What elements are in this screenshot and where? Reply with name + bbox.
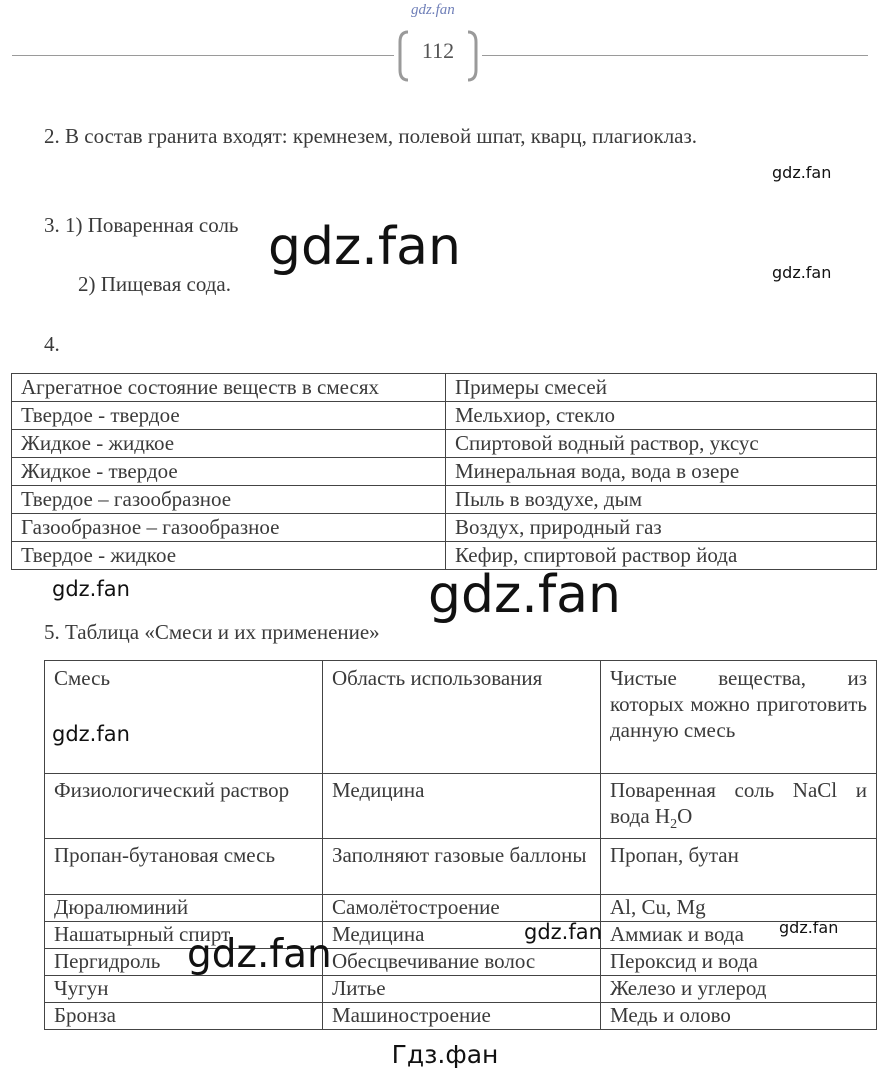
task-5-title: 5. Таблица «Смеси и их применение» — [44, 620, 380, 644]
table-cell: Медицина — [323, 774, 601, 839]
table-row — [12, 458, 877, 486]
watermark-large: gdz.fan — [428, 565, 621, 625]
table-cell: Газообразное – газообразное — [12, 514, 446, 542]
table-row — [45, 1003, 877, 1030]
table-cell: Твердое – газообразное — [12, 486, 446, 514]
table-cell: Пыль в воздухе, дым — [446, 486, 877, 514]
table-row — [12, 430, 877, 458]
task-3-line-2: 2) Пищевая сода. — [78, 272, 231, 296]
table-cell: Дюралюминий — [45, 895, 323, 922]
table-cell: Медицина — [323, 922, 601, 949]
table-cell: Аммиак и вода — [601, 922, 877, 949]
table-cell — [601, 774, 877, 839]
watermark: gdz.fan — [772, 163, 832, 182]
table-header-cell: Смесь — [45, 661, 323, 774]
table-cell: Минеральная вода, вода в озере — [446, 458, 877, 486]
watermark: gdz.fan — [52, 722, 130, 746]
watermark: gdz.fan — [772, 263, 832, 282]
mixtures-application-table — [44, 660, 877, 1030]
table-cell: Пергидроль — [45, 949, 323, 976]
table-header-cell: Область использования — [323, 661, 601, 774]
table-cell: Обесцвечивание волос — [323, 949, 601, 976]
table-cell: Мельхиор, стекло — [446, 402, 877, 430]
table-row — [45, 922, 877, 949]
watermark-large: gdz.fan — [187, 932, 332, 977]
table-cell: Заполняют газовые баллоны — [323, 839, 601, 895]
watermark: gdz.fan — [52, 577, 130, 601]
table-header-cell: Примеры смесей — [446, 374, 877, 402]
table-cell: Литье — [323, 976, 601, 1003]
table-cell: Воздух, природный газ — [446, 514, 877, 542]
table-row — [45, 976, 877, 1003]
table-cell: Чугун — [45, 976, 323, 1003]
header-rule-left — [12, 55, 394, 56]
mixtures-state-table — [11, 373, 877, 570]
table-row — [45, 949, 877, 976]
table-header-cell: Чистые вещества, из которых можно приготовить данную смесь — [601, 661, 877, 774]
page-number: 112 — [421, 38, 455, 63]
top-watermark: gdz.fan — [411, 2, 455, 18]
task-4-label: 4. — [44, 332, 60, 356]
table-row — [12, 402, 877, 430]
table-cell: Жидкое - жидкое — [12, 430, 446, 458]
table-cell: Al, Cu, Mg — [601, 895, 877, 922]
table-header-cell: Агрегатное состояние веществ в смесях — [12, 374, 446, 402]
footer-watermark: Гдз.фан — [391, 1040, 499, 1069]
table-cell: Кефир, спиртовой раствор йода — [446, 542, 877, 570]
table-cell: Машиностроение — [323, 1003, 601, 1030]
table-row — [12, 514, 877, 542]
table-cell: Пропан-бутановая смесь — [45, 839, 323, 895]
table-cell: Самолётостроение — [323, 895, 601, 922]
watermark-large: gdz.fan — [268, 217, 461, 277]
watermark: gdz.fan — [779, 918, 839, 937]
header-rule-right — [482, 55, 868, 56]
table-cell: Спиртовой водный раствор, уксус — [446, 430, 877, 458]
table-cell: Жидкое - твердое — [12, 458, 446, 486]
table-cell: Медь и олово — [601, 1003, 877, 1030]
table-cell: Нашатырный спирт — [45, 922, 323, 949]
table-cell: Физиологический раствор — [45, 774, 323, 839]
table-row — [45, 774, 877, 839]
table-row — [45, 895, 877, 922]
table-cell: Бронза — [45, 1003, 323, 1030]
subscript: 2 — [670, 817, 678, 833]
task-2-text: 2. В состав гранита входят: кремнезем, полевой шпат, кварц, плагиоклаз. — [44, 124, 698, 148]
formula-text: Поваренная соль NaCl и вода H — [610, 778, 867, 828]
task-3-line-1: 3. 1) Поваренная соль — [44, 213, 239, 237]
table-cell: Твердое - жидкое — [12, 542, 446, 570]
table-header-row — [45, 661, 877, 774]
table-cell: Пропан, бутан — [601, 839, 877, 895]
table-row — [45, 839, 877, 895]
table-cell: Пероксид и вода — [601, 949, 877, 976]
table-header-row — [12, 374, 877, 402]
table-row — [12, 486, 877, 514]
table-cell: Железо и углерод — [601, 976, 877, 1003]
watermark: gdz.fan — [524, 920, 602, 944]
table-cell: Твердое - твердое — [12, 402, 446, 430]
formula-text: O — [677, 804, 693, 828]
